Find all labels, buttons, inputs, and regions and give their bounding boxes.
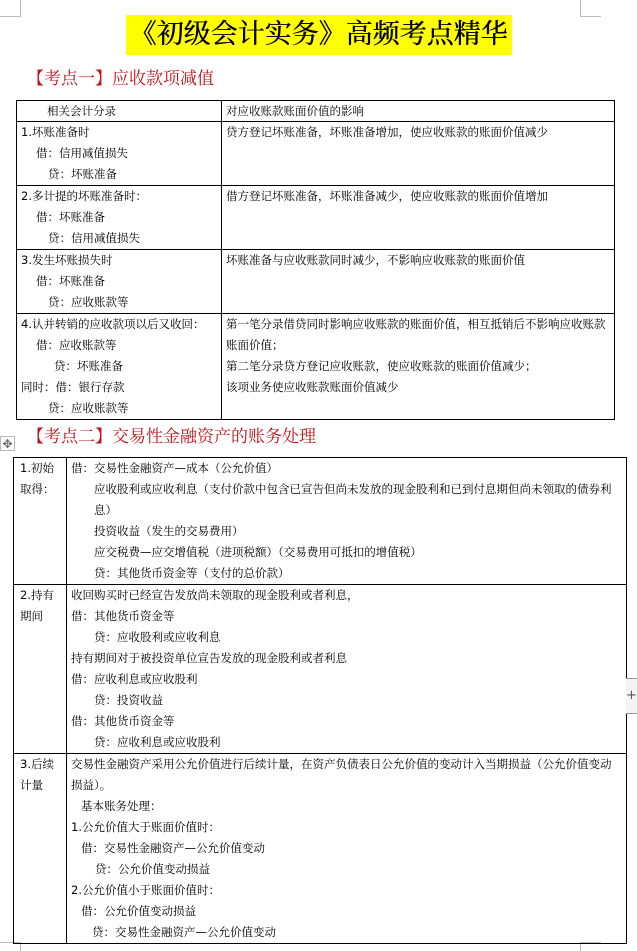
entry-cell	[17, 186, 222, 250]
table-row	[17, 250, 615, 314]
entry-line: 1.公允价值大于账面价值时：	[71, 820, 220, 834]
entry-line: 借：坏账准备	[36, 274, 105, 288]
entry-line: 贷：公允价值变动损益	[95, 862, 210, 876]
effect-cell	[222, 250, 615, 314]
entry-line: 借：交易性金融资产—公允价值变动	[81, 841, 265, 855]
entry-line: 持有期间对于被投资单位宣告发放的现金股利或者利息	[71, 651, 347, 665]
effect-line: 贷方登记坏账准备，坏账准备增加，使应收账款的账面价值减少	[226, 125, 548, 139]
effect-cell	[222, 314, 615, 420]
entry-line: 贷：信用减值损失	[48, 231, 140, 245]
entry-line: 应收股利或应收利息（支付价款中包含已宣告但尚未发放的现金股利和已到付息期但尚未领取的债券利息）	[94, 482, 612, 517]
section1-heading: 【考点一】应收款项减值	[27, 69, 214, 89]
entry-cell	[17, 122, 222, 186]
effect-cell	[222, 122, 615, 186]
entry-line: 2.公允价值小于账面价值时：	[71, 883, 220, 897]
entry-line: 借：其他货币资金等	[71, 714, 175, 728]
effect-cell	[222, 186, 615, 250]
entry-line: 贷：应收股利或应收利息	[94, 630, 221, 644]
column-header-entries: 相关会计分录	[17, 101, 222, 122]
entry-line: 收回购买时已经宣告发放尚未领取的现金股利或者利息，	[71, 588, 359, 602]
entry-line: 交易性金融资产采用公允价值进行后续计量，在资产负债表日公允价值的变动计入当期损益（公允价值变动损益）。	[71, 757, 612, 792]
section2-heading: 【考点二】交易性金融资产的账务处理	[27, 427, 316, 447]
entry-line: 贷：坏账准备	[54, 359, 123, 373]
table-header-row	[17, 101, 615, 122]
entry-line: 贷：交易性金融资产—公允价值变动	[92, 925, 276, 939]
table-row	[17, 186, 615, 250]
entry-line: 贷：应收账款等	[48, 401, 129, 415]
table-row	[14, 754, 627, 944]
entry-line: 借：其他货币资金等	[71, 609, 175, 623]
entry-line: 同时：借：银行存款	[21, 380, 125, 394]
entry-line: 贷：应收利息或应收股利	[94, 735, 221, 749]
document-title: 《初级会计实务》高频考点精华	[126, 15, 512, 55]
entry-line: 应交税费—应交增值税（进项税额）（交易费用可抵扣的增值税）	[94, 545, 422, 559]
entry-line: 投资收益（发生的交易费用）	[94, 524, 244, 538]
receivables-impairment-table	[16, 100, 615, 420]
entry-line: 贷：投资收益	[94, 693, 163, 707]
stage-label: 3.后续计量	[14, 754, 67, 944]
effect-line: 坏账准备与应收账款同时减少，不影响应收账款的账面价值	[226, 253, 525, 267]
stage-label: 1.初始取得：	[14, 458, 67, 585]
entry-line: 借：交易性金融资产—成本（公允价值）	[71, 461, 278, 475]
plus-icon[interactable]: +	[626, 678, 637, 714]
entry-line: 贷：其他货币资金等（支付的总价款）	[94, 566, 290, 580]
entry-line: 借：信用减值损失	[36, 146, 128, 160]
entry-cell	[17, 314, 222, 420]
effect-line: 该项业务使应收账款账面价值减少	[226, 380, 399, 394]
table-row	[14, 585, 627, 754]
entry-line: 3.发生坏账损失时	[21, 253, 113, 267]
entry-line: 4.认并转销的应收款项以后又收回：	[21, 317, 205, 331]
effect-line: 借方登记坏账准备，坏账准备减少，使应收账款的账面价值增加	[226, 189, 548, 203]
entry-line: 2.多计提的坏账准备时：	[21, 189, 147, 203]
entry-line: 借：坏账准备	[36, 210, 105, 224]
entry-line: 1.坏账准备时	[21, 125, 90, 139]
column-header-effect: 对应收账款账面价值的影响	[222, 101, 615, 122]
entry-line: 借：公允价值变动损益	[81, 904, 196, 918]
effect-line: 第二笔分录贷方登记应收账款，使应收账款的账面价值减少；	[226, 359, 537, 373]
entry-line: 贷：坏账准备	[48, 167, 117, 181]
entry-line: 借：应收利息或应收股利	[71, 672, 198, 686]
trading-financial-assets-table	[13, 457, 627, 944]
effect-line: 第一笔分录借贷同时影响应收账款的账面价值，相互抵销后不影响应收账款账面价值；	[226, 317, 606, 352]
entries-cell	[67, 754, 627, 944]
table-row	[17, 314, 615, 420]
entry-line: 贷：应收账款等	[48, 295, 129, 309]
stage-label: 2.持有期间	[14, 585, 67, 754]
entries-cell	[67, 585, 627, 754]
entry-cell	[17, 250, 222, 314]
table-row	[17, 122, 615, 186]
table-row	[14, 458, 627, 585]
title-wrap	[0, 15, 637, 55]
entry-line: 借：应收账款等	[36, 338, 117, 352]
entries-cell	[67, 458, 627, 585]
move-arrows-icon[interactable]: ✥	[0, 436, 15, 451]
entry-line: 基本账务处理：	[81, 799, 162, 813]
